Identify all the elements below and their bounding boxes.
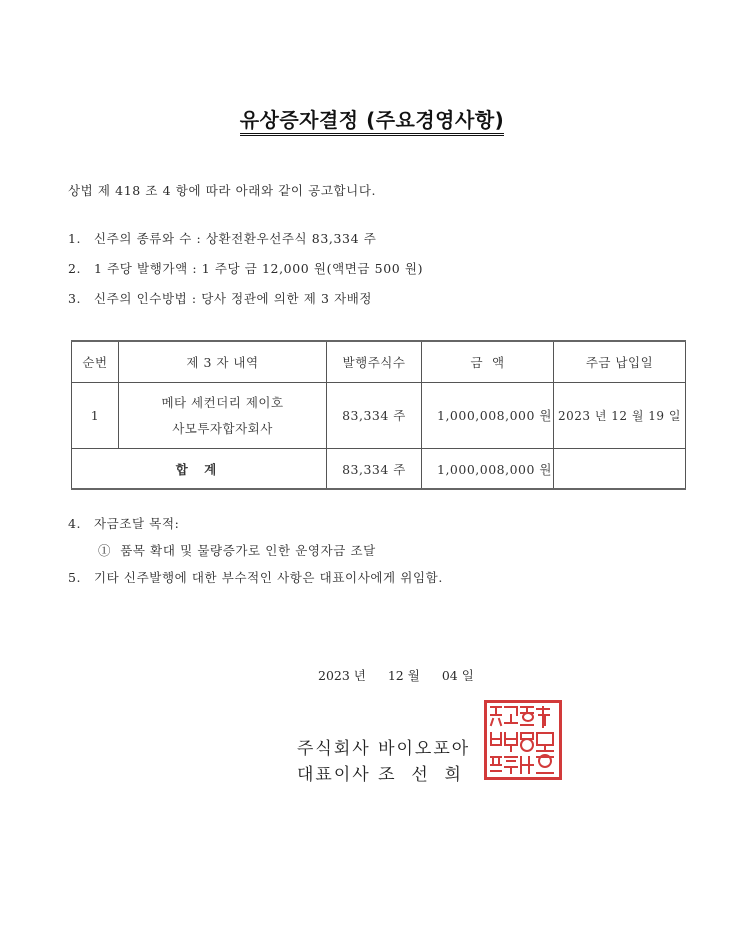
table-total-row xyxy=(72,449,686,490)
document-title: 유상증자결정 (주요경영사항) xyxy=(0,104,744,133)
item-5: 5. 기타 신주발행에 대한 부수적인 사항은 대표이사에게 위임함. xyxy=(68,570,443,585)
header-payment-date: 주금 납입일 xyxy=(554,341,686,383)
party-line-2: 사모투자합자회사 xyxy=(172,420,273,436)
company-seal xyxy=(484,700,562,780)
total-shares: 83,334 주 xyxy=(327,449,422,490)
table-header-row xyxy=(72,341,686,383)
item-2: 2. 1 주당 발행가액 : 1 주당 금 12,000 원(액면금 500 원) xyxy=(68,261,424,276)
total-payment-date xyxy=(554,449,686,490)
company-name: 주식회사 바이오포아 xyxy=(297,739,471,759)
header-no: 순번 xyxy=(72,341,119,383)
total-amount: 1,000,008,000 원 xyxy=(422,449,554,490)
item-3: 3. 신주의 인수방법 : 당사 정관에 의한 제 3 자배정 xyxy=(68,291,373,306)
intro-text: 상법 제 418 조 4 항에 따라 아래와 같이 공고합니다. xyxy=(68,183,377,198)
header-party: 제 3 자 내역 xyxy=(119,341,327,383)
date-day: 04 일 xyxy=(441,668,474,683)
item-1: 1. 신주의 종류와 수 : 상환전환우선주식 83,334 주 xyxy=(68,231,377,246)
date-year: 2023 년 xyxy=(318,668,366,683)
cell-no: 1 xyxy=(72,383,119,449)
cell-amount: 1,000,008,000 원 xyxy=(422,383,554,449)
item-4: 4. 자금조달 목적: xyxy=(68,516,180,531)
total-label: 합 계 xyxy=(72,449,327,490)
table-row xyxy=(72,383,686,449)
seal-icon xyxy=(487,703,559,777)
announcement-date xyxy=(318,666,474,684)
header-amount: 금 액 xyxy=(422,341,554,383)
header-shares: 발행주식수 xyxy=(327,341,422,383)
cell-shares: 83,334 주 xyxy=(327,383,422,449)
cell-party xyxy=(119,383,327,449)
cell-payment-date: 2023 년 12 월 19 일 xyxy=(554,383,686,449)
date-month: 12 월 xyxy=(387,668,420,683)
ceo-name: 대표이사 조 선 희 xyxy=(297,765,463,785)
item-4-subitem: ① 품목 확대 및 물량증가로 인한 운영자금 조달 xyxy=(98,543,376,558)
allocation-table xyxy=(71,340,686,490)
party-line-1: 메타 세컨더리 제이호 xyxy=(161,394,284,410)
